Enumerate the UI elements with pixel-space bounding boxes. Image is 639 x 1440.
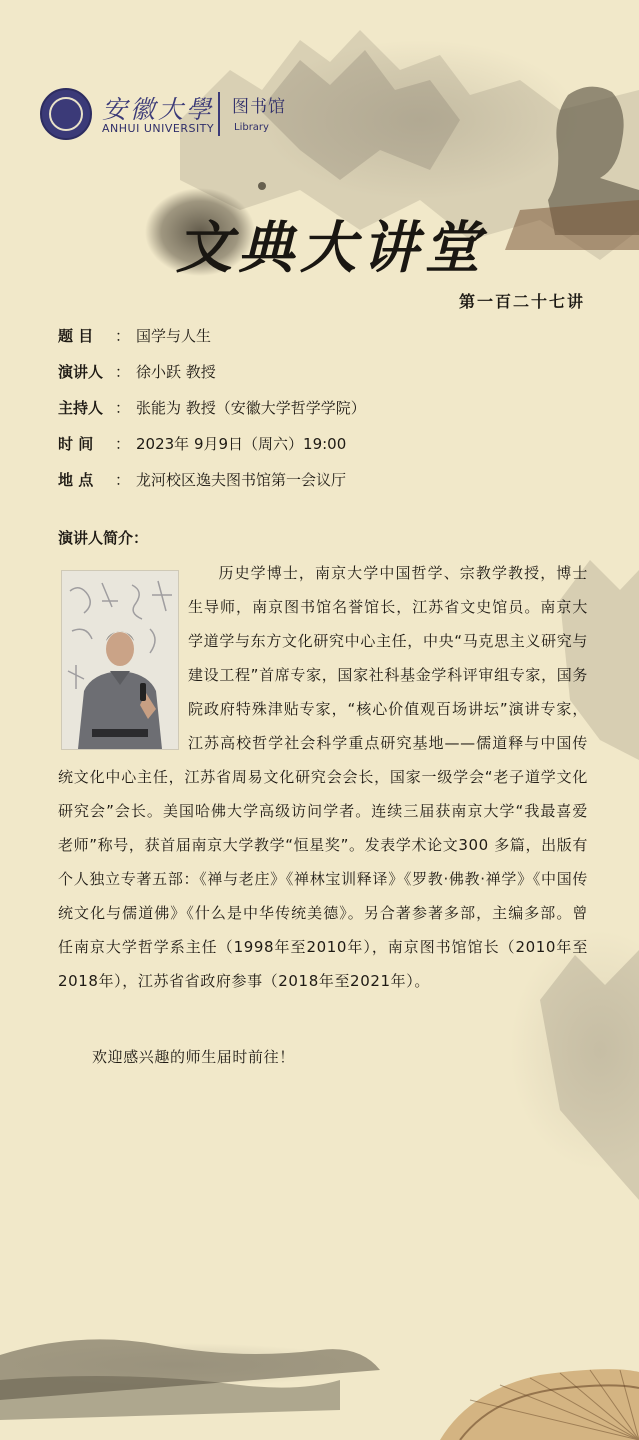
time-value: 2023年 9月9日（周六）19:00 <box>136 435 347 453</box>
info-row-time <box>58 430 598 466</box>
info-row-speaker <box>58 358 598 394</box>
university-seal-icon <box>40 88 92 140</box>
speaker-value: 徐小跃 教授 <box>136 363 216 381</box>
info-row-topic <box>58 322 598 358</box>
topic-value: 国学与人生 <box>136 327 212 345</box>
photo-spacer <box>58 556 188 746</box>
closing-invitation: 欢迎感兴趣的师生届时前往！ <box>92 1048 295 1066</box>
info-row-host <box>58 394 598 430</box>
library-name-cn: 图书馆 <box>232 97 286 117</box>
speaker-bio <box>58 556 588 998</box>
time-label: 时 间 ： <box>58 435 130 453</box>
place-value: 龙河校区逸夫图书馆第一会议厅 <box>136 471 347 489</box>
university-name-cn: 安徽大學 <box>102 95 215 124</box>
bio-text: 历史学博士，南京大学中国哲学、宗教学教授，博士生导师，南京图书馆名誉馆长，江苏省文史馆员。南京大学道学与东方文化研究中心主任，中央“马克思主义研究与建设工程”首席专家，国家社科基金学科评审组专家，国务院政府特殊津贴专家，“核心价值观百场讲坛”演讲专家，江苏高校哲学社会科学重点研究基地——儒道释与中国传统文化中心主任，江苏省周易文化研究会会长，国家一级学会“老子道学文化研究会”会长。美国哈佛大学高级访问学者。连续三届获南京大学“我最喜爱老师”称号，获首届南京大学教学“恒星奖”。发表学术论文300 多篇，出版有个人独立专著五部：《禅与老庄》《禅林宝训释译》《罗教·佛教·禅学》《中国传统文化与儒道佛》《什么是中华传统美德》。另合著参著多部，主编多部。曾任南京大学哲学系主任（1998年至2010年），南京图书馆馆长（2010年至2018年），江苏省省政府参事（2018年至2021年）。 <box>58 564 588 990</box>
university-name-en: ANHUI UNIVERSITY <box>102 122 215 135</box>
header-divider <box>218 92 220 136</box>
speaker-label: 演讲人 ： <box>58 363 130 381</box>
place-label: 地 点 ： <box>58 471 130 489</box>
lecture-series-title: 文典大讲堂 <box>176 215 486 281</box>
lecture-info <box>58 322 598 502</box>
topic-label: 题 目 ： <box>58 327 130 345</box>
lecture-number: 第一百二十七讲 <box>458 292 585 311</box>
speaker-intro-heading: 演讲人简介： <box>58 529 149 547</box>
host-value: 张能为 教授（安徽大学哲学学院） <box>136 399 366 417</box>
library-name-en: Library <box>234 122 269 133</box>
info-row-place <box>58 466 598 502</box>
host-label: 主持人 ： <box>58 399 130 417</box>
library-header <box>40 88 340 144</box>
